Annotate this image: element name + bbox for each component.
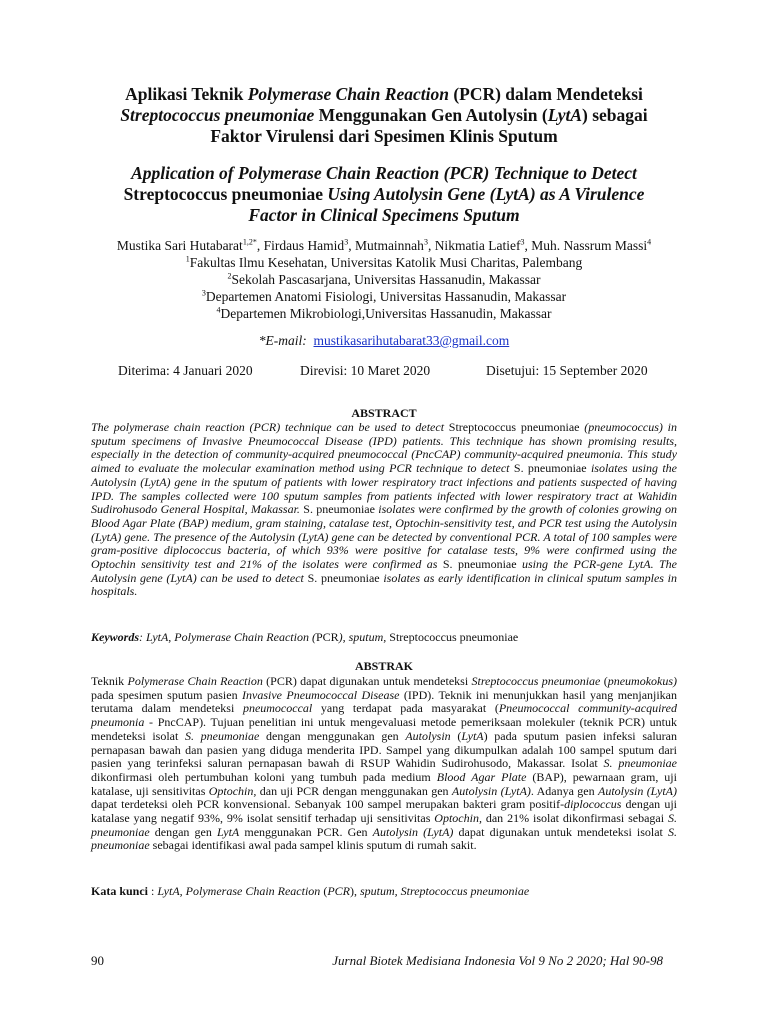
abstract-indonesian: [91, 675, 677, 853]
species-name: Streptococcus pneumoniae: [448, 420, 580, 434]
kata-kunci-text: :: [148, 884, 158, 898]
kata-kunci-label: Kata kunci: [91, 884, 149, 898]
abstrak-text: Autolysin (LytA): [598, 783, 677, 798]
author-name: Muh. Nassrum Massi: [531, 238, 648, 253]
abstrak-text: Blood Agar Plate: [436, 769, 527, 784]
abstrak-text: ). Tujuan penelitian ini untuk mengevaluasi metode pemeriksaan molekuler (teknik PCR) untuk mendeteksi isolat: [91, 715, 677, 743]
abstrak-text: (BAP), pewarnaan gram, uji katalase, uji sensitivitas: [91, 769, 677, 798]
affiliation-text: Fakultas Ilmu Kesehatan, Universitas Katolik Musi Charitas, Palembang: [189, 255, 583, 270]
keywords-text: : LytA, Polymerase Chain Reaction (: [139, 630, 316, 644]
abstract-text: (pneumococcus) in sputum specimens of Invasive Pneumococcal Disease (IPD) patients. This technique has shown promising results, especially in the detection of community-acquired pneumococcal (PncCAP) community-acquired pneumonia. This study aimed to evaluate the molecular examination method using PCR technique to detect: [91, 420, 677, 476]
date-accepted: Disetujui: 15 September 2020: [486, 363, 648, 378]
title-id-line-2: [70, 105, 698, 126]
author-name: Mustika Sari Hutabarat: [116, 238, 243, 253]
abstrak-text: pneumococcal: [242, 701, 313, 716]
author-sup: 1,2*: [242, 237, 257, 247]
journal-citation: Jurnal Biotek Medisiana Indonesia Vol 9 No 2 2020; Hal 90-98: [332, 953, 663, 968]
title-en-text: Streptococcus pneumoniae: [123, 184, 324, 204]
affiliation-text: Sekolah Pascasarjana, Universitas Hassanudin, Makassar: [231, 272, 541, 287]
title-en-text: Using Autolysin Gene (LytA) as A Virulence: [323, 184, 645, 204]
species-name: S. pneumoniae: [442, 557, 517, 572]
abstrak-heading: ABSTRAK: [354, 659, 413, 673]
kata-kunci-text: sputum, Streptococcus pneumoniae: [359, 884, 530, 898]
title-id-text: ) sebagai: [582, 105, 648, 125]
kata-kunci-text: LytA, Polymerase Chain Reaction: [157, 884, 321, 898]
keywords-text: ), sputum,: [338, 630, 390, 644]
affiliation: [70, 305, 698, 322]
author-sup: 3: [423, 237, 428, 247]
species-name: S. pneumoniae: [307, 570, 380, 585]
affiliation: [70, 271, 698, 288]
title-id-text: Menggunakan Gen Autolysin (: [314, 105, 548, 125]
title-en-line-2: [70, 184, 698, 205]
abstrak-text: dengan menggunakan gen: [259, 728, 406, 743]
kata-kunci-text: (: [320, 884, 328, 898]
author-sup: 3: [520, 237, 525, 247]
title-en-line-1: Application of Polymerase Chain Reaction (PCR) Technique to Detect: [131, 163, 637, 183]
abstrak-text: (IPD). Teknik ini menunjukkan hasil yang menjanjikan terutama dalam mendeteksi: [91, 687, 678, 716]
author-sup: 3: [344, 237, 349, 247]
abstrak-text: diplococcus: [564, 797, 622, 812]
title-id-text: Aplikasi Teknik: [125, 84, 248, 104]
abstrak-text: S. pneumoniae: [91, 811, 677, 839]
author-list: Mustika Sari Hutabarat$^{1,2*}$, Firdaus Hamid$^3$, Mutmainnah$^3$, Nikmatia Latief$^3$, Muh. Nassrum Massi$^4$: [116, 237, 652, 253]
author-name: Firdaus Hamid: [263, 238, 345, 253]
title-id-text: LytA: [547, 105, 583, 125]
abstrak-text: Optochin,: [208, 783, 257, 798]
corresponding-email: [70, 332, 698, 349]
abstrak-text: (PCR) dapat digunakan untuk mendeteksi: [262, 674, 472, 688]
keywords-text: PCR: [315, 630, 339, 644]
abstrak-text: dapat digunakan untuk mendeteksi isolat: [453, 824, 668, 839]
date-received: Diterima: 4 Januari 2020: [118, 363, 253, 378]
abstrak-text: dapat terdeteksi oleh PCR konvensional. Sebanyak 100 sampel merupakan bakteri gram positif-: [91, 797, 565, 812]
abstrak-text: Teknik: [91, 674, 128, 688]
affiliation-text: Departemen Anatomi Fisiologi, Universitas Hassanudin, Makassar: [205, 289, 567, 304]
abstrak-text: S. pneumoniae: [603, 756, 677, 771]
title-indonesian: [70, 84, 698, 147]
abstrak-text: Streptococcus pneumoniae: [471, 674, 601, 688]
abstrak-text: pneumokokus): [607, 674, 678, 688]
abstrak-text: - PncCAP: [144, 715, 200, 730]
affiliation-sup: 2: [227, 271, 232, 281]
affiliation-sup: 1: [185, 254, 190, 264]
abstrak-text: Autolysin: [405, 728, 451, 743]
abstrak-text: Invasive Pneumococcal Disease: [242, 687, 400, 702]
species-name: S. pneumoniae: [513, 461, 587, 476]
abstrak-text: ) pada sputum pasien infeksi saluran pernapasan bawah dan pasien yang diduga menderita IPD. Sampel yang dikumpulkan adalah 100 sampel sputum dari pasien yang terinfeksi saluran pernapasan bawah di RSUP Wahidin Sudirohusodo, Makassar. Isolat: [91, 728, 677, 771]
title-id-line-1: [70, 84, 698, 105]
abstrak-text: dengan uji katalase yang negatif 93%, 9% isolat sensitif terhadap uji sensitivitas: [91, 797, 677, 826]
abstrak-text: dengan gen: [149, 824, 217, 839]
abstrak-text: (: [450, 728, 462, 743]
abstract-text: isolates were confirmed by the growth of colonies growing on Blood Agar Plate (BAP) medium, gram staining, catalase test, Optochin-sensitivity test, and PCR test using the Autolysin (LytA) gene. The presence of the Autolysin (LytA) gene can be detected by conventional PCR. A total of 100 samples were gram-positive diplococcus bacteria, of which 93% were positive for catalase tests, 9% were confirmed using the Optochin sensitivity test and 21% of the isolates were confirmed as: [91, 502, 678, 572]
abstrak-text: Autolysin (LytA): [451, 783, 531, 798]
affiliation: [70, 254, 698, 271]
title-id-text: Streptococcus pneumoniae: [120, 105, 315, 125]
abstrak-text: dan uji PCR dengan menggunakan gen: [256, 783, 452, 798]
keywords-text: Streptococcus pneumoniae: [389, 630, 519, 644]
title-id-line-3: Faktor Virulensi dari Spesimen Klinis Sputum: [210, 126, 558, 146]
abstrak-text: (: [600, 674, 608, 688]
email-link[interactable]: mustikasarihutabarat33@gmail.com: [313, 333, 510, 348]
abstrak-text: dikonfirmasi oleh pertumbuhan koloni yang tumbuh pada medium: [91, 769, 437, 784]
affiliation-sup: 4: [216, 305, 221, 315]
abstrak-text: S. pneumoniae: [185, 728, 260, 743]
abstract-english: [91, 421, 677, 599]
abstrak-text: Autolysin (LytA): [372, 824, 454, 839]
author-block: [70, 237, 698, 322]
abstrak-text: LytA: [461, 728, 484, 743]
abstract-text: isolates as early identification in clinical sputum samples in hospitals.: [91, 570, 677, 599]
kata-kunci-text: PCR: [327, 884, 350, 898]
kata-kunci-text: ),: [349, 884, 360, 898]
abstrak-text: pada spesimen sputum pasien: [91, 687, 243, 702]
affiliation-text: Departemen Mikrobiologi,Universitas Hassanudin, Makassar: [220, 306, 552, 321]
species-name: S. pneumoniae: [303, 502, 375, 517]
abstrak-text: . Adanya gen: [530, 783, 598, 798]
abstrak-text: Pneumococcal community-acquired pneumonia: [91, 701, 677, 730]
abstrak-text: Optochin,: [434, 811, 482, 826]
email-label: *E-mail:: [258, 333, 307, 348]
abstrak-text: LytA: [216, 824, 240, 839]
keywords-english: [91, 630, 677, 644]
abstrak-text: Polymerase Chain Reaction: [127, 674, 263, 688]
author-sup: 4: [647, 237, 652, 247]
abstract-heading: ABSTRACT: [351, 406, 417, 420]
affiliation: [70, 288, 698, 305]
abstract-text: using the PCR-gene LytA. The Autolysin gene (LytA) can be used to detect: [91, 557, 677, 585]
title-id-text: (PCR) dalam Mendeteksi: [448, 84, 643, 104]
title-english: [70, 163, 698, 226]
date-revised: Direvisi: 10 Maret 2020: [300, 363, 431, 378]
abstrak-text: dan 21% isolat dikonfirmasi sebagai: [481, 811, 668, 826]
author-name: Mutmainnah: [354, 238, 424, 253]
author-name: Nikmatia Latief: [434, 238, 521, 253]
abstrak-text: S. pneumoniae: [91, 824, 677, 853]
abstrak-text: yang terdapat pada masyarakat (: [312, 701, 499, 716]
title-id-text: Polymerase Chain Reaction: [247, 84, 449, 104]
keywords-indonesian: [91, 884, 677, 898]
abstrak-text: menggunakan PCR. Gen: [239, 824, 373, 839]
abstrak-text: sebagai identifikasi awal pada sampel klinis sputum di rumah sakit.: [149, 838, 477, 853]
abstract-text: isolates using the Autolysin (LytA) gene in the sputum of patients with lower respiratory tract infections and patients suspected of having IPD. The samples collected were 100 sputum samples from patients infected with lower respiratory tract at Wahidin Sudirohusodo General Hospital, Makassar.: [91, 461, 677, 517]
page-number: 90: [91, 953, 104, 968]
affiliation-sup: 3: [201, 288, 206, 298]
keywords-label: Keywords: [91, 630, 139, 644]
title-en-line-3: Factor in Clinical Specimens Sputum: [248, 205, 520, 225]
abstract-text: The polymerase chain reaction (PCR) technique can be used to detect: [91, 420, 449, 434]
